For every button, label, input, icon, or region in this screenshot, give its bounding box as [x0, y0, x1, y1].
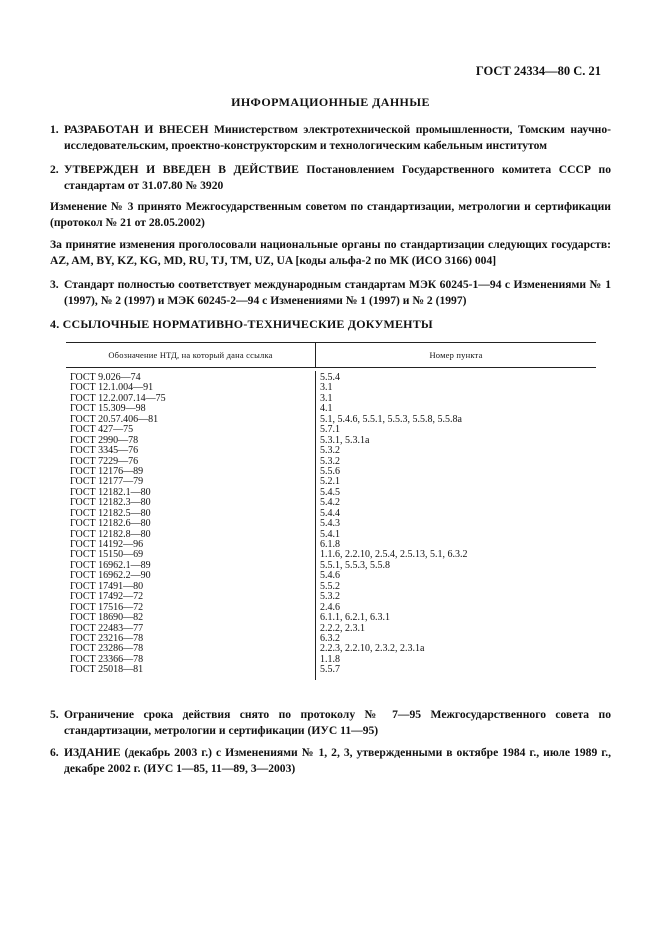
table-cell-document: ГОСТ 17492—72 [70, 591, 144, 603]
table-cell-document: ГОСТ 23366—78 [70, 653, 144, 665]
table-cell-point: 5.4.5 [320, 486, 340, 498]
table-cell-point: 1.1.6, 2.2.10, 2.5.4, 2.5.13, 5.1, 6.3.2 [320, 549, 468, 561]
table-cell-point: 2.2.2, 2.3.1 [320, 622, 365, 634]
item-number: 6. [50, 746, 59, 759]
table-cell-document: ГОСТ 25018—81 [70, 664, 144, 676]
table-cell-document: ГОСТ 2990—78 [70, 434, 139, 446]
vote-note: За принятие изменения проголосовали национальные органы по стандартизации следующих государств: AZ, AM, BY, KZ, KG, MD, RU, TJ, TM, UZ, UA [коды альфа-2 по МК (ИСО 3166) 004] [50, 238, 611, 267]
table-cell-document: ГОСТ 12182.1—80 [70, 486, 151, 498]
item-number: 3. [50, 278, 59, 291]
table-cell-point: 6.1.8 [320, 539, 340, 550]
table-cell-point: 5.3.2 [320, 455, 340, 467]
change-note: Изменение № 3 принято Межгосударственным советом по стандартизации, метрологии и сертификации (протокол № 21 от 28.05.2002) [50, 200, 611, 229]
item-text: РАЗРАБОТАН И ВНЕСЕН Министерством электротехнической промышленности, Томским научно-исследовательским, проектно-конструкторским и технологическим кабельным институтом [64, 123, 611, 152]
col-header-point: Номер пункта [429, 350, 483, 360]
table-cell-document: ГОСТ 12.1.004—91 [70, 382, 154, 394]
item-number: 2. [50, 163, 59, 176]
table-cell-document: ГОСТ 23286—78 [70, 643, 144, 655]
table-cell-point: 5.2.1 [320, 476, 340, 488]
table-cell-point: 5.4.1 [320, 528, 340, 540]
table-cell-point: 3.1 [320, 392, 333, 404]
table-cell-point: 5.4.2 [320, 497, 340, 509]
table-cell-point: 5.3.2 [320, 445, 340, 457]
table-header [66, 342, 596, 368]
table-cell-point: 5.3.1, 5.3.1а [320, 434, 370, 446]
table-cell-point: 2.2.3, 2.2.10, 2.3.2, 2.3.1а [320, 643, 425, 655]
table-cell-document: ГОСТ 12182.6—80 [70, 518, 151, 530]
table-cell-document: ГОСТ 12182.5—80 [70, 507, 151, 519]
item-number: 4. [50, 317, 60, 331]
table-cell-point: 4.1 [320, 403, 333, 415]
col-header-document: Обозначение НТД, на который дана ссылка [66, 343, 316, 367]
item-number: 5. [50, 708, 59, 721]
table-cell-document: ГОСТ 23216—78 [70, 632, 144, 644]
item-6 [50, 745, 611, 777]
table-cell-point: 5.1, 5.4.6, 5.5.1, 5.5.3, 5.5.8, 5.5.8а [320, 413, 462, 425]
table-cell-document: ГОСТ 12182.3—80 [70, 497, 151, 509]
table-cell-document: ГОСТ 12182.8—80 [70, 528, 151, 540]
item-1 [50, 122, 611, 154]
table-cell-document: ГОСТ 9.026—74 [70, 372, 141, 383]
page-title: ИНФОРМАЦИОННЫЕ ДАННЫЕ [231, 95, 430, 109]
item-text: Ограничение срока действия снято по протоколу № 7—95 Межгосударственного совета по стандартизации, метрологии и сертификации (ИУС 11—95) [64, 708, 611, 737]
table-cell-document: ГОСТ 3345—76 [70, 445, 139, 457]
item-text: УТВЕРЖДЕН И ВВЕДЕН В ДЕЙСТВИЕ Постановлением Государственного комитета СССР по стандартам от 31.07.80 № 3920 [64, 163, 611, 192]
table-cell-document: ГОСТ 17491—80 [70, 580, 144, 592]
table-cell-document: ГОСТ 16962.1—89 [70, 559, 151, 571]
table-cell-point: 5.5.4 [320, 372, 340, 383]
table-cell-document: ГОСТ 12177—79 [70, 476, 144, 488]
table-cell-point: 6.1.1, 6.2.1, 6.3.1 [320, 612, 390, 624]
item-text: Стандарт полностью соответствует международным стандартам МЭК 60245-1—94 с Изменениями № 1 (1997), № 2 (1997) и МЭК 60245-2—94 с Изменениями № 1 (1997) и № 2 (1997) [64, 278, 611, 307]
item-number: 1. [50, 123, 59, 136]
table-cell-document: ГОСТ 18690—82 [70, 612, 144, 624]
table-cell-point: 5.4.3 [320, 518, 340, 530]
item-4 [50, 317, 433, 332]
table-cell-document: ГОСТ 7229—76 [70, 455, 139, 467]
table-cell-document: ГОСТ 15150—69 [70, 549, 144, 561]
table-cell-point: 5.7.1 [320, 424, 340, 436]
table-cell-document: ГОСТ 22483—77 [70, 622, 144, 634]
table-cell-point: 5.4.4 [320, 507, 340, 519]
table-cell-document: ГОСТ 20.57.406—81 [70, 413, 159, 425]
item-text: ССЫЛОЧНЫЕ НОРМАТИВНО-ТЕХНИЧЕСКИЕ ДОКУМЕНТЫ [62, 317, 433, 331]
table-cell-document: ГОСТ 16962.2—90 [70, 570, 151, 582]
table-cell-point: 5.5.7 [320, 664, 340, 676]
table-cell-document: ГОСТ 17516—72 [70, 601, 144, 613]
table-cell-document: ГОСТ 427—75 [70, 424, 134, 436]
item-3 [50, 277, 611, 309]
table-cell-point: 5.5.1, 5.5.3, 5.5.8 [320, 559, 390, 571]
page-header: ГОСТ 24334—80 С. 21 [475, 64, 601, 78]
references-table [66, 342, 596, 680]
table-cell-document: ГОСТ 15.309—98 [70, 403, 146, 415]
table-cell-point: 5.3.2 [320, 591, 340, 603]
document-column [66, 371, 316, 680]
item-5 [50, 707, 611, 739]
table-cell-point: 6.3.2 [320, 632, 340, 644]
table-body [66, 368, 596, 680]
table-cell-point: 5.5.2 [320, 580, 340, 592]
table-cell-document: ГОСТ 14192—96 [70, 539, 144, 550]
table-cell-document: ГОСТ 12.2.007.14—75 [70, 392, 166, 404]
item-text: ИЗДАНИЕ (декабрь 2003 г.) с Изменениями № 1, 2, 3, утвержденными в октябре 1984 г., июле 1989 г., декабре 2002 г. (ИУС 1—85, 11—89, 3—2003) [64, 746, 611, 775]
point-column [316, 371, 596, 680]
table-cell-point: 5.4.6 [320, 570, 340, 582]
item-2 [50, 162, 611, 194]
table-cell-point: 3.1 [320, 382, 333, 394]
table-cell-point: 2.4.6 [320, 601, 340, 613]
table-cell-point: 1.1.8 [320, 653, 340, 665]
table-cell-document: ГОСТ 12176—89 [70, 465, 144, 477]
table-cell-point: 5.5.6 [320, 465, 340, 477]
